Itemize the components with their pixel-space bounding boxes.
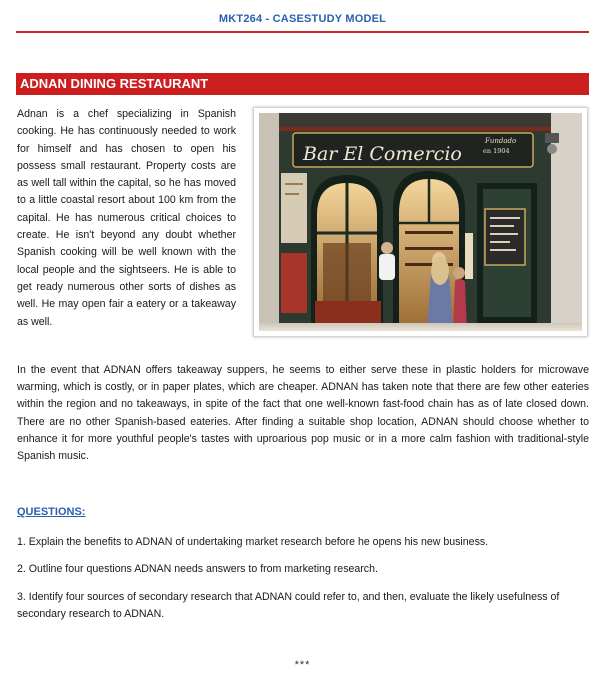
section-title: ADNAN DINING RESTAURANT — [20, 76, 209, 91]
header-divider — [16, 31, 589, 33]
document-header-title: MKT264 - CASESTUDY MODEL — [218, 13, 387, 25]
restaurant-photo — [253, 107, 588, 337]
questions-heading: QUESTIONS: — [17, 506, 86, 518]
section-title-bar — [16, 73, 589, 95]
takeaway-paragraph: In the event that ADNAN offers takeaway suppers, he seems to either serve these in plastic holders for microwave warming, which is costly, or in paper plates, which are cheaper. ADNAN has taken note that there are few other eateries within the region and no takeaways, in spite of the fact that one well-known fast-food chain has as of late closed down. There are no other Spanish-based eateries. After finding a suitable shop location, ADNAN should choose whether to enhance it for more youthful people's tastes with uproarious pop music or in a more calm fashion with traditional-style Spanish music. — [17, 364, 589, 463]
question-2: 2. Outline four questions ADNAN needs answers to from marketing research. — [17, 563, 378, 575]
sign-founded-year: en 1904 — [483, 147, 510, 155]
question-1: 1. Explain the benefits to ADNAN of undertaking market research before he opens his new business. — [17, 536, 489, 548]
restaurant-photo-illustration — [259, 113, 582, 331]
intro-paragraph: Adnan is a chef specializing in Spanish cooking. He has continuously needed to work for himself and has chosen to open his possess small restaurant. Property costs are as well tall within the capital, so he has moved to a little coastal resort about 100 km from the capital. He has numerous critical choices to create. He isn't beyond any doubt whether Spanish cooking will be well known with the local people and the sightseers. He is able to get ready numerous other sorts of dishes as well. He may open fair a eatery or a takeaway as well. — [17, 108, 236, 328]
question-3: 3. Identify four sources of secondary research that ADNAN could refer to, and then, evaluate the likely usefulness of secondary research to ADNAN. — [17, 591, 560, 621]
end-of-document-mark: *** — [294, 659, 311, 671]
sign-founded-label: Fundado — [485, 137, 517, 145]
sign-text: Bar El Comercio — [303, 143, 462, 165]
